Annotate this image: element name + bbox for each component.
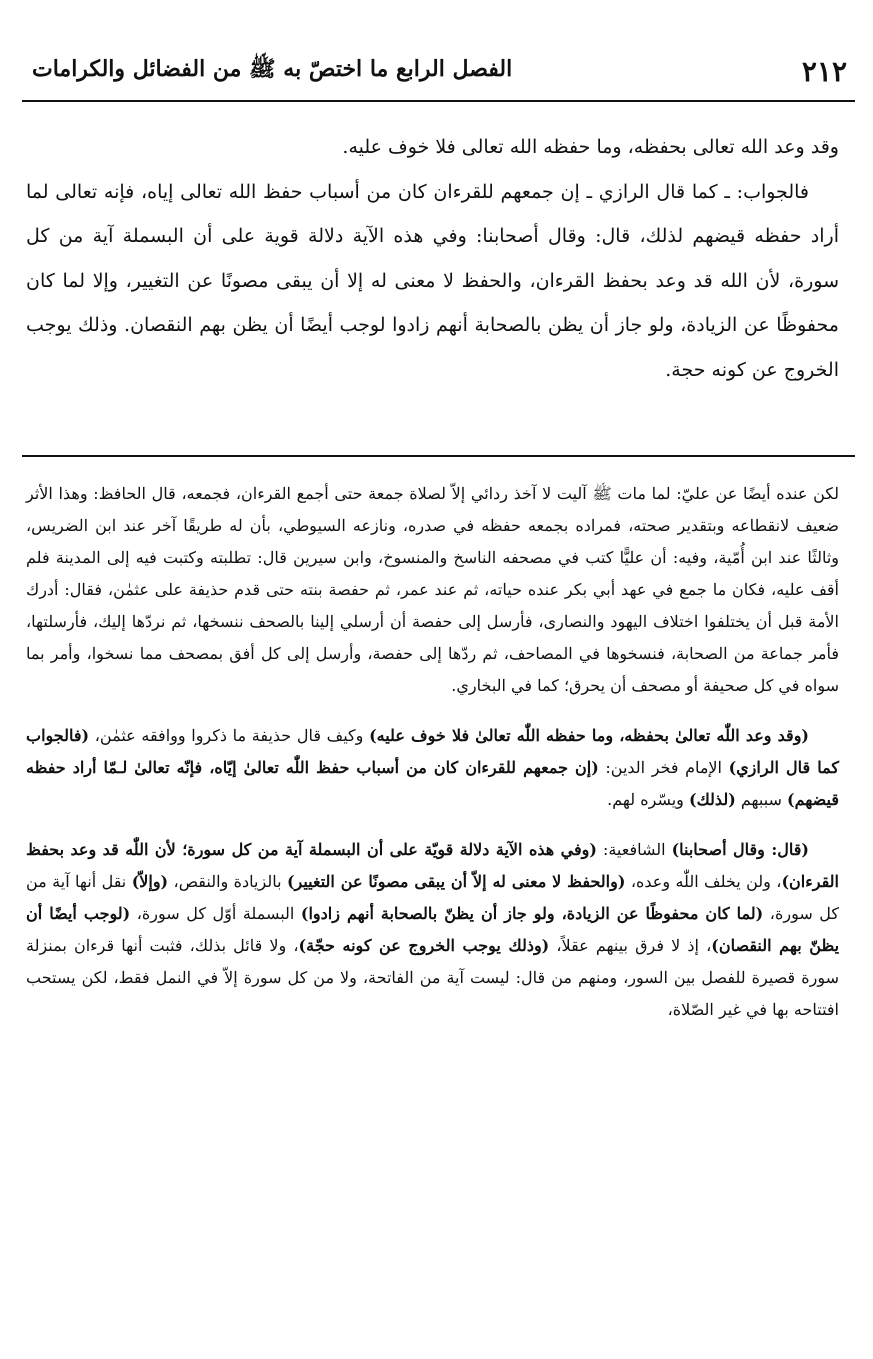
main-text-paragraph bbox=[26, 170, 839, 393]
commentary-paragraph-1: لكن عنده أيضًا عن عليّ: لما مات ﷺ آليت لا آخذ ردائي إلاّ لصلاة جمعة حتى أجمع القرءان، فجمعه، قال الحافظ: وهذا الأثر ضعيف لانقطاعه وبتقدير صحته، فمراده بجمعه حفظه في صدره، ونازعه السيوطي، بأن له طريقًا آخر عند ابن الضريس، وثالثًا عند ابن أُمّية، وفيه: أن عليًّا كتب في مصحفه الناسخ والمنسوخ، وابن سيرين قال: تطلبته وكتبت فيه إلى المدينة فلم أقف عليه، فكان ما جمع في عهد أبي بكر عنده حياته، ثم عند عمر، ثم حفصة بنته حتى قدم حذيفة على عثمٰن، فقال: أدرك الأمة قبل أن يختلفوا اختلاف اليهود والنصارى، فأرسل إلى حفصة أن أرسلي إلينا بالصحف ننسخها، ثم نردّها إليك، فأرسلتها، فأمر جماعة من الصحابة، فنسخوها في المصاحف، ثم ردّها إلى حفصة، وأرسل إلى كل أفق بمصحف مما نسخوا، وأمر بما سواه في كل صحيفة أو مصحف أن يحرق؛ كما في البخاري. bbox=[26, 484, 840, 695]
quoted-matn: (والحفظ لا معنى له إلاّ أن يبقى مصونًا عن التغيير) bbox=[286, 872, 626, 891]
sharh-text: سببهم bbox=[735, 790, 788, 809]
header-divider bbox=[22, 100, 855, 102]
sharh-text: وكيف قال حذيفة ما ذكروا ووافقه عثمٰن، bbox=[89, 726, 370, 745]
quoted-matn: (لما كان محفوظًا عن الزيادة، ولو جاز أن يظنّ بالصحابة أنهم زادوا) bbox=[300, 904, 764, 923]
quoted-matn: (فالجواب كما قال الرازي) bbox=[26, 726, 840, 777]
commentary-paragraph-2 bbox=[26, 720, 839, 816]
main-text-line-content: وقد وعد الله تعالى بحفظه، وما حفظه الله تعالى فلا خوف عليه. bbox=[342, 136, 839, 158]
sharh-text: ويسّره لهم. bbox=[607, 790, 689, 809]
main-text-paragraph-content: فالجواب: ـ كما قال الرازي ـ إن جمعهم للقرءان كان من أسباب حفظ الله تعالى إياه، فإنه تعالى لما أراد حفظه قيضهم لذلك، قال: وقال أصحابنا: وفي هذه الآية دلالة قوية على أن البسملة آية من كل سورة، لأن الله قد وعد بحفظ القرءان، والحفظ لا معنى له إلا أن يبقى مصونًا عن التغيير، وإلا لما كان محفوظًا عن الزيادة، ولو جاز أن يظن بالصحابة أنهم زادوا لوجب أيضًا أن يظن بهم النقصان. وذلك يوجب الخروج عن كونه حجة. bbox=[26, 180, 839, 381]
commentary bbox=[26, 478, 839, 1026]
sharh-text: بالزيادة والنقص، bbox=[168, 872, 287, 891]
page-number: ٢١٢ bbox=[801, 54, 847, 88]
main-text bbox=[26, 125, 839, 392]
sharh-text: ، ولن يخلف اللّٰه وعده، bbox=[625, 872, 782, 891]
quoted-matn: (قال: وقال أصحابنا) bbox=[671, 840, 809, 859]
sharh-text: ، إذ لا فرق بينهم عقلاً، bbox=[549, 936, 712, 955]
quoted-matn: (لوجب أيضًا أن يظنّ بهم النقصان) bbox=[26, 904, 840, 955]
section-divider bbox=[22, 455, 855, 457]
page-header bbox=[24, 46, 855, 96]
commentary-paragraph-3 bbox=[26, 834, 839, 1026]
quoted-matn: (وقد وعد اللّٰه تعالىٰ بحفظه، وما حفظه اللّٰه تعالىٰ فلا خوف عليه) bbox=[369, 726, 810, 745]
sharh-text: البسملة أوّل كل سورة، bbox=[130, 904, 301, 923]
sharh-text: ، ولا قائل بذلك، فثبت أنها قرءان بمنزلة سورة قصيرة للفصل بين السور، ومنهم من قال: ليست آية من الفاتحة، ولا من كل سورة إلاّ في النمل فقط، لكن يستحب افتتاحه بها في غير الصّلاة، bbox=[26, 936, 839, 1019]
sharh-text: نقل أنها آية من كل سورة، bbox=[26, 872, 840, 923]
quoted-matn: (وإلاّ) bbox=[131, 872, 169, 891]
quoted-matn: (وذلك يوجب الخروج عن كونه حجّة) bbox=[298, 936, 550, 955]
sharh-text: الشافعية: bbox=[596, 840, 672, 859]
sharh-text: الإمام فخر الدين: bbox=[598, 758, 729, 777]
running-title: الفصل الرابع ما اختصّ به ﷺ من الفضائل والكرامات bbox=[32, 56, 513, 82]
main-text-line bbox=[26, 125, 839, 170]
quoted-matn: (لذلك) bbox=[689, 790, 736, 809]
quoted-matn: (وفي هذه الآية دلالة قويّة على أن البسملة آية من كل سورة؛ لأن اللّٰه قد وعد بحفظ القرءان) bbox=[26, 840, 839, 891]
quoted-matn: (إن جمعهم للقرءان كان من أسباب حفظ اللّٰه تعالىٰ إيّاه، فإنّه تعالىٰ لـمّا أراد حفظه قيضهم) bbox=[26, 758, 839, 809]
